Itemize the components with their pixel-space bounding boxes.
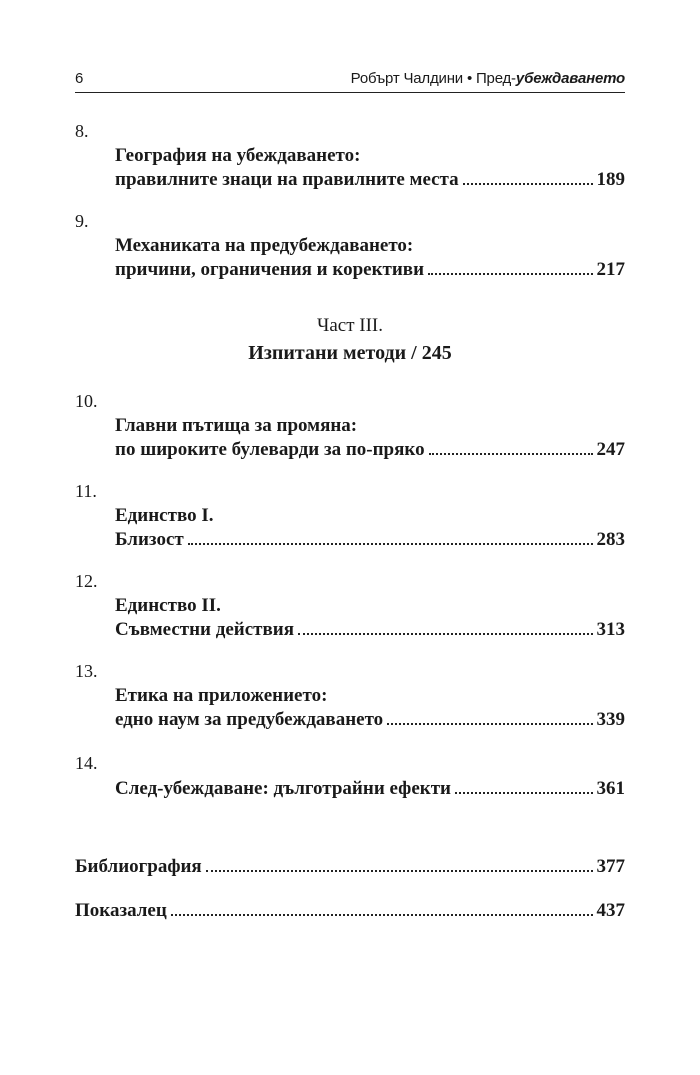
part-heading: [75, 314, 625, 366]
toc-entry-chapter-9: [75, 210, 625, 282]
dot-leader: [463, 183, 593, 185]
page-ref: 217: [596, 259, 625, 280]
dot-leader: [428, 273, 592, 275]
part-label: Част III.: [317, 315, 383, 336]
chapter-number: 13.: [75, 661, 98, 681]
chapter-subtitle: правилните знаци на правилните места: [115, 169, 459, 190]
toc-entry-chapter-8: [75, 120, 625, 192]
page-ref: 189: [596, 169, 625, 190]
part-title[interactable]: Изпитани методи / 245: [248, 342, 452, 364]
page-ref: 339: [596, 709, 625, 730]
chapter-number: 14.: [75, 753, 98, 773]
dot-leader: [188, 543, 593, 545]
page-ref: 377: [596, 856, 625, 877]
dot-leader: [455, 792, 593, 794]
book-title-bold: убеждаването: [515, 70, 625, 87]
chapter-toc-line[interactable]: [115, 777, 625, 801]
chapter-toc-line[interactable]: [115, 438, 625, 462]
bibliography-label: Библиография: [75, 856, 202, 877]
page-ref: 283: [596, 529, 625, 550]
bibliography-toc-line[interactable]: [75, 855, 625, 879]
page-ref: 247: [596, 439, 625, 460]
toc-entry-bibliography: [75, 855, 625, 879]
chapter-title: География на убеждаването:: [115, 145, 361, 166]
book-title-prefix: Пред-: [475, 70, 516, 87]
running-header: [75, 66, 625, 93]
chapter-subtitle: Близост: [115, 529, 184, 550]
dot-leader: [298, 633, 593, 635]
page-ref: 313: [596, 619, 625, 640]
chapter-toc-line[interactable]: [115, 528, 625, 552]
chapter-subtitle: Съвместни действия: [115, 619, 294, 640]
toc-entry-chapter-13: [75, 660, 625, 732]
chapter-number: 10.: [75, 391, 98, 411]
running-title: [351, 70, 625, 87]
page-ref: 437: [596, 900, 625, 921]
chapter-number: 8.: [75, 121, 89, 141]
chapter-number: 11.: [75, 481, 97, 501]
chapter-number: 12.: [75, 571, 98, 591]
toc-entry-chapter-10: [75, 390, 625, 462]
chapter-toc-line[interactable]: [115, 258, 625, 282]
index-toc-line[interactable]: [75, 899, 625, 923]
chapter-toc-line[interactable]: [115, 168, 625, 192]
chapter-subtitle: едно наум за предубеждаването: [115, 709, 384, 730]
chapter-title: Главни пътища за промяна:: [115, 415, 358, 436]
chapter-subtitle: причини, ограничения и корективи: [115, 259, 425, 280]
toc-entry-chapter-12: [75, 570, 625, 642]
chapter-title: Етика на приложението:: [115, 685, 328, 706]
header-separator: •: [466, 70, 472, 87]
page-ref: 361: [596, 778, 625, 799]
dot-leader: [429, 453, 593, 455]
chapter-title: След-убеждаване: дълготрайни ефекти: [115, 778, 451, 799]
page-number: 6: [75, 70, 84, 87]
chapter-title: Механиката на предубеждаването:: [115, 235, 414, 256]
author-name: Робърт Чалдини: [350, 70, 463, 87]
toc-entry-chapter-11: [75, 480, 625, 552]
chapter-toc-line[interactable]: [115, 708, 625, 732]
dot-leader: [206, 870, 593, 872]
index-label: Показалец: [75, 900, 167, 921]
chapter-number: 9.: [75, 211, 89, 231]
chapter-title: Единство II.: [115, 595, 221, 616]
toc-entry-chapter-14: [75, 752, 625, 801]
chapter-subtitle: по широките булеварди за по-пряко: [115, 439, 425, 460]
chapter-toc-line[interactable]: [115, 618, 625, 642]
chapter-title: Единство I.: [115, 505, 214, 526]
dot-leader: [387, 723, 592, 725]
dot-leader: [171, 914, 593, 916]
toc-entry-index: [75, 899, 625, 923]
